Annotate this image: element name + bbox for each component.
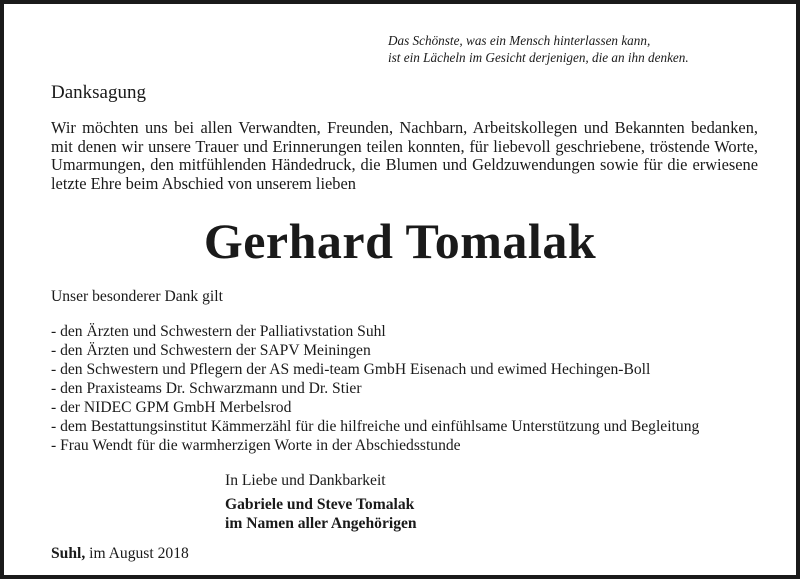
thanks-list-item: - der NIDEC GPM GmbH Merbelsrod	[51, 399, 292, 416]
thanks-list	[51, 322, 699, 455]
signature-block	[225, 495, 417, 533]
thanks-list-item: - dem Bestattungsinstitut Kämmerzähl für die hilfreiche und einfühlsame Unterstützung und Begleitung	[51, 418, 700, 435]
quote-line-2: ist ein Lächeln im Gesicht derjenigen, die an ihn denken.	[388, 50, 689, 65]
place: Suhl,	[51, 545, 86, 562]
closing-phrase: In Liebe und Dankbarkeit	[225, 472, 386, 489]
notice-heading: Danksagung	[51, 82, 146, 103]
signature-relatives: im Namen aller Angehörigen	[225, 515, 417, 532]
thanks-list-item: - den Praxisteams Dr. Schwarzmann und Dr. Stier	[51, 380, 362, 397]
intro-paragraph: Wir möchten uns bei allen Verwandten, Freunden, Nachbarn, Arbeitskollegen und Bekannten bedanken, mit denen wir unsere Trauer und Erinnerungen teilen konnten, für liebevoll geschriebene, tröstende Worte, Umarmungen, den mitfühlenden Händedruck, die Blumen und Geldzuwendungen sowie für die erwiesene letzte Ehre beim Abschied von unserem lieben	[51, 118, 758, 193]
deceased-name: Gerhard Tomalak	[203, 213, 597, 269]
thanks-list-item: - den Ärzten und Schwestern der SAPV Meiningen	[51, 342, 371, 359]
memorial-quote	[388, 32, 768, 66]
quote-line-1: Das Schönste, was ein Mensch hinterlassen kann,	[388, 33, 651, 48]
signature-names: Gabriele und Steve Tomalak	[225, 496, 415, 513]
date: im August 2018	[85, 545, 189, 562]
thanks-list-item: - Frau Wendt für die warmherzigen Worte in der Abschiedsstunde	[51, 437, 461, 454]
thanks-list-item: - den Schwestern und Pflegern der AS medi-team GmbH Eisenach und ewimed Hechingen-Boll	[51, 361, 651, 378]
thanks-intro: Unser besonderer Dank gilt	[51, 288, 223, 305]
thanks-list-item: - den Ärzten und Schwestern der Palliativstation Suhl	[51, 323, 386, 340]
place-date	[51, 544, 189, 563]
